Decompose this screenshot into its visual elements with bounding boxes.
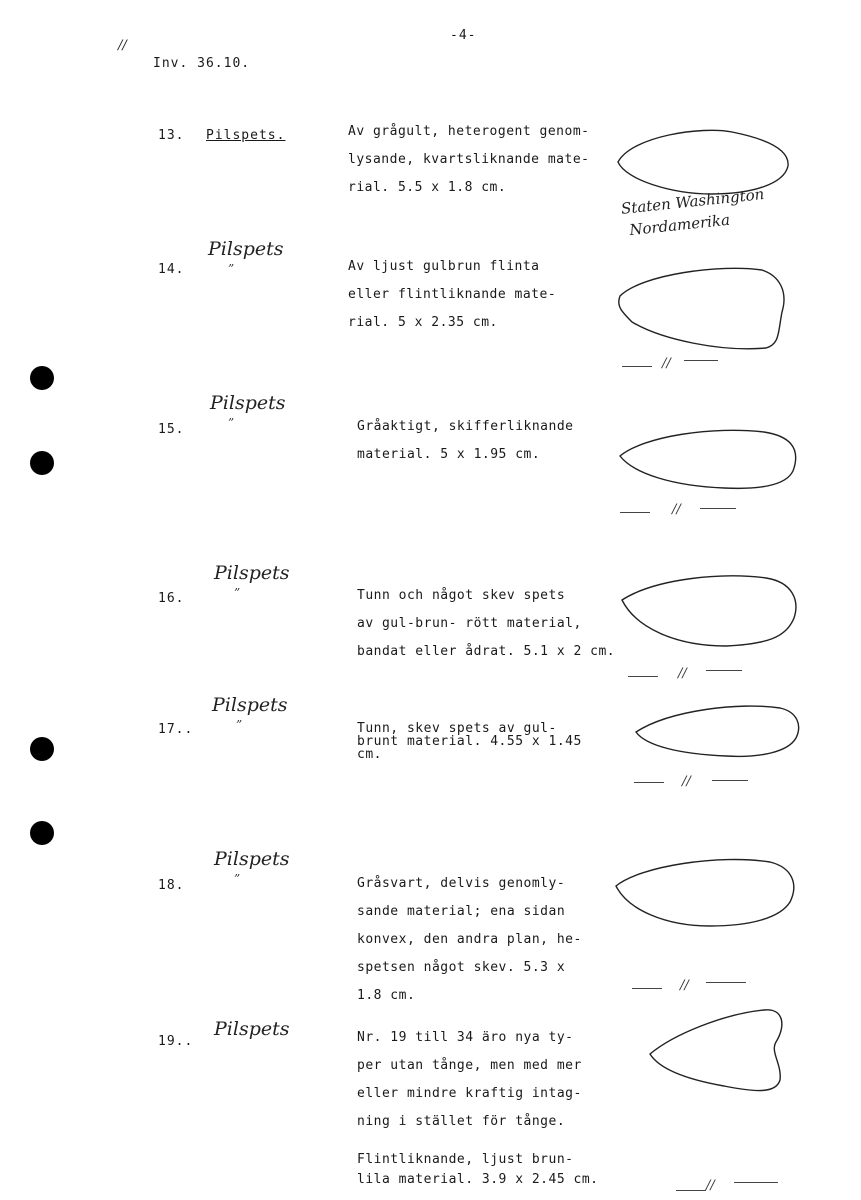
description-line: rial. 5 x 2.35 cm. — [348, 315, 498, 330]
scale-dash — [628, 676, 658, 677]
entry-name: Pilspets. — [206, 128, 286, 143]
punch-hole — [30, 737, 54, 761]
description-line: eller mindre kraftig intag- — [357, 1086, 582, 1101]
entry-name-handwritten: Pilspets — [214, 562, 290, 584]
arrowhead-drawing — [614, 426, 804, 496]
scale-dash — [676, 1190, 706, 1191]
description-line: per utan tånge, men med mer — [357, 1058, 582, 1073]
description-line: Tunn, skev spets av gul- — [357, 721, 557, 736]
description-line: Av ljust gulbrun flinta — [348, 259, 540, 274]
entry-number: 16. — [158, 591, 185, 606]
entry-number: 14. — [158, 262, 185, 277]
margin-mark: // — [118, 38, 127, 53]
entry-description — [348, 118, 589, 202]
punch-hole — [30, 366, 54, 390]
entry-name-handwritten: Pilspets — [210, 392, 286, 414]
entry-number: 17.. — [158, 722, 194, 737]
scale-tick: // — [706, 1178, 715, 1193]
entry-description — [357, 582, 615, 666]
ditto-mark: ” — [236, 718, 243, 732]
description-line: brunt material. 4.55 x 1.45 — [357, 734, 582, 749]
ditto-mark: ” — [234, 586, 241, 600]
inventory-number: Inv. 36.10. — [153, 56, 251, 71]
scale-dash — [706, 982, 746, 983]
description-line: cm. — [357, 747, 382, 762]
description-line: Gråsvart, delvis genomly- — [357, 876, 566, 891]
description-line: lysande, kvartsliknande mate- — [348, 152, 590, 167]
arrowhead-drawing — [616, 568, 802, 652]
scale-tick: // — [678, 666, 687, 681]
ditto-mark: ” — [228, 262, 235, 276]
arrowhead-drawing — [630, 700, 806, 762]
entry-number: 15. — [158, 422, 185, 437]
scale-dash — [700, 508, 736, 509]
scale-dash — [622, 366, 652, 367]
scale-dash — [712, 780, 748, 781]
scale-dash — [684, 360, 718, 361]
entry-description — [348, 253, 556, 337]
entry-name-handwritten: Pilspets — [214, 1018, 290, 1040]
description-line: Tunn och något skev spets — [357, 588, 566, 603]
entry-description — [357, 1024, 582, 1136]
description-line: Nr. 19 till 34 äro nya ty- — [357, 1030, 574, 1045]
description-line: lila material. 3.9 x 2.45 cm. — [357, 1172, 599, 1187]
punch-hole — [30, 821, 54, 845]
scale-dash — [634, 782, 664, 783]
side-note-line: Staten Washington — [620, 184, 766, 218]
entry-number: 19.. — [158, 1034, 194, 1049]
entry-number: 18. — [158, 878, 185, 893]
scale-dash — [620, 512, 650, 513]
punch-hole — [30, 451, 54, 475]
scale-tick: // — [672, 502, 681, 517]
description-line: spetsen något skev. 5.3 x — [357, 960, 566, 975]
description-line: Flintliknande, ljust brun- — [357, 1152, 574, 1167]
entry-description-extra — [357, 1150, 598, 1190]
description-line: rial. 5.5 x 1.8 cm. — [348, 180, 507, 195]
entry-name-handwritten: Pilspets — [208, 238, 284, 260]
scale-dash — [706, 670, 742, 671]
scale-tick: // — [682, 774, 691, 789]
scale-dash — [734, 1182, 778, 1183]
scale-tick: // — [680, 978, 689, 993]
entry-description — [357, 870, 582, 1010]
description-line: 1.8 cm. — [357, 988, 416, 1003]
description-line: av gul-brun- rött material, — [357, 616, 582, 631]
page-number: -4- — [450, 28, 477, 43]
arrowhead-drawing — [644, 1006, 792, 1098]
description-line: ning i stället för tånge. — [357, 1114, 566, 1129]
description-line: material. 5 x 1.95 cm. — [357, 447, 541, 462]
ditto-mark: ” — [234, 872, 241, 886]
description-line: sande material; ena sidan — [357, 904, 566, 919]
side-note-line: Nordamerika — [628, 210, 731, 240]
scale-tick: // — [662, 356, 671, 371]
arrowhead-drawing — [612, 124, 794, 200]
entry-number: 13. — [158, 128, 185, 143]
description-line: konvex, den andra plan, he- — [357, 932, 582, 947]
description-line: bandat eller ådrat. 5.1 x 2 cm. — [357, 644, 616, 659]
entry-name-handwritten: Pilspets — [214, 848, 290, 870]
entry-description — [357, 722, 582, 761]
arrowhead-drawing — [610, 852, 802, 932]
entry-description — [357, 413, 574, 469]
entry-name-handwritten: Pilspets — [212, 694, 288, 716]
description-line: Gråaktigt, skifferliknande — [357, 419, 574, 434]
description-line: Av grågult, heterogent genom- — [348, 124, 590, 139]
arrowhead-drawing — [612, 262, 794, 354]
ditto-mark: ” — [228, 416, 235, 430]
scale-dash — [632, 988, 662, 989]
description-line: eller flintliknande mate- — [348, 287, 557, 302]
